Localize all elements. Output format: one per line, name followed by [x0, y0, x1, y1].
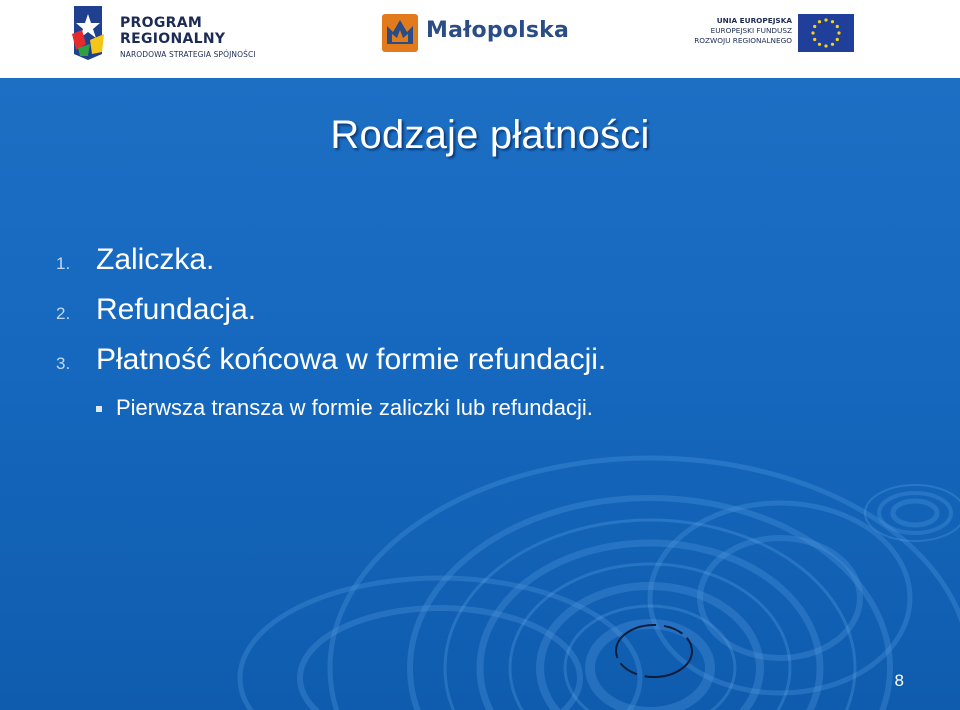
list-item-text: Zaliczka.	[96, 243, 215, 276]
page-number: 8	[894, 671, 904, 690]
payment-types-list	[56, 240, 936, 390]
program-logo-line3: NARODOWA STRATEGIA SPÓJNOŚCI	[120, 50, 256, 59]
list-item-number: 3.	[56, 354, 71, 373]
list-item-text: Refundacja.	[96, 293, 257, 326]
eu-fund-wordmark	[694, 16, 792, 46]
list-item-number: 2.	[56, 304, 71, 323]
square-bullet-icon	[96, 406, 102, 412]
eu-logo-line3: ROZWOJU REGIONALNEGO	[694, 36, 792, 45]
malopolska-crown-icon	[382, 14, 418, 52]
eu-fund-logo	[696, 14, 858, 54]
eu-flag-icon	[798, 14, 854, 52]
list-item-text: Płatność końcowa w formie refundacji.	[96, 343, 607, 376]
eu-logo-line2: EUROPEJSKI FUNDUSZ	[710, 26, 792, 35]
list-item	[56, 290, 936, 340]
list-item	[56, 340, 936, 390]
eu-logo-line1: UNIA EUROPEJSKA	[716, 16, 792, 25]
list-item-number: 1.	[56, 254, 71, 273]
slide-background	[0, 78, 960, 710]
header-logo-bar	[0, 0, 960, 78]
sub-bullet-text: Pierwsza transza w formie zaliczki lub refundacji.	[116, 395, 593, 420]
program-regionalny-wordmark	[120, 16, 256, 59]
malopolska-logo	[382, 14, 572, 54]
program-regionalny-logo	[68, 4, 258, 64]
water-ripple-decoration	[0, 78, 960, 710]
malopolska-wordmark: Małopolska	[426, 18, 569, 43]
program-logo-line2: REGIONALNY	[120, 31, 226, 47]
list-item	[56, 240, 936, 290]
slide-title: Rodzaje płatności	[330, 113, 650, 157]
program-logo-line1: PROGRAM	[120, 15, 203, 31]
program-regionalny-emblem-icon	[68, 4, 108, 62]
